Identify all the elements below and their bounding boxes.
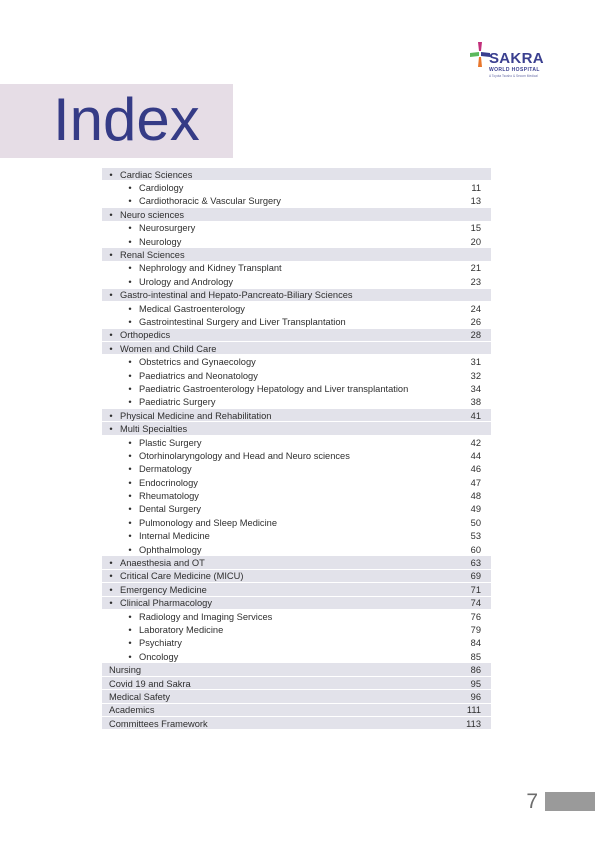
- toc-entry-label: Emergency Medicine: [120, 584, 207, 595]
- toc-entry-page: 69: [470, 571, 481, 582]
- toc-entry-label: Cardiology: [139, 183, 184, 194]
- toc-entry-label: Committees Framework: [109, 718, 208, 729]
- toc-entry-label: Neuro sciences: [120, 209, 185, 220]
- toc-row: [102, 503, 491, 516]
- table-of-contents: [102, 168, 491, 730]
- toc-row: [102, 556, 491, 569]
- bullet-icon: •: [128, 223, 132, 234]
- toc-entry-page: 44: [470, 450, 481, 461]
- toc-row: [102, 302, 491, 315]
- bullet-icon: •: [109, 598, 113, 609]
- toc-entry-label: Dermatology: [139, 464, 192, 475]
- bullet-icon: •: [128, 183, 132, 194]
- toc-row: [102, 623, 491, 636]
- toc-row: [102, 570, 491, 583]
- toc-row: [102, 222, 491, 235]
- toc-entry-label: Obstetrics and Gynaecology: [139, 357, 256, 368]
- toc-entry-label: Internal Medicine: [139, 531, 210, 542]
- bullet-icon: •: [128, 316, 132, 327]
- toc-entry-page: 85: [470, 651, 481, 662]
- bullet-icon: •: [128, 437, 132, 448]
- toc-entry-label: Medical Gastroenterology: [139, 303, 245, 314]
- toc-entry-page: 34: [470, 383, 481, 394]
- toc-row: [102, 717, 491, 730]
- logo-tagline: A Toyota Tsusho & Secom Medical: [489, 74, 538, 78]
- bullet-icon: •: [128, 370, 132, 381]
- bullet-icon: •: [128, 624, 132, 635]
- page-number-bar: [545, 792, 595, 811]
- bullet-icon: •: [109, 571, 113, 582]
- bullet-icon: •: [109, 343, 113, 354]
- toc-entry-label: Renal Sciences: [120, 250, 185, 261]
- toc-row: [102, 476, 491, 489]
- toc-entry-label: Physical Medicine and Rehabilitation: [120, 410, 272, 421]
- toc-row: [102, 262, 491, 275]
- toc-entry-page: 49: [470, 504, 481, 515]
- toc-row: [102, 690, 491, 703]
- toc-row: [102, 396, 491, 409]
- toc-entry-label: Psychiatry: [139, 638, 182, 649]
- toc-entry-page: 60: [470, 544, 481, 555]
- bullet-icon: •: [109, 330, 113, 341]
- toc-entry-label: Rheumatology: [139, 491, 199, 502]
- bullet-icon: •: [109, 209, 113, 220]
- toc-entry-label: Urology and Andrology: [139, 276, 234, 287]
- toc-entry-page: 38: [470, 397, 481, 408]
- toc-row: [102, 248, 491, 261]
- toc-entry-label: Ophthalmology: [139, 544, 202, 555]
- toc-row: [102, 208, 491, 221]
- toc-entry-label: Pulmonology and Sleep Medicine: [139, 517, 277, 528]
- toc-entry-label: Orthopedics: [120, 330, 171, 341]
- bullet-icon: •: [128, 611, 132, 622]
- logo-subtitle: WORLD HOSPITAL: [489, 67, 540, 73]
- toc-entry-label: Endocrinology: [139, 477, 198, 488]
- bullet-icon: •: [109, 410, 113, 421]
- bullet-icon: •: [128, 464, 132, 475]
- bullet-icon: •: [128, 504, 132, 515]
- toc-row: [102, 235, 491, 248]
- toc-entry-page: 11: [471, 183, 481, 194]
- bullet-icon: •: [128, 303, 132, 314]
- toc-entry-label: Paediatric Surgery: [139, 397, 216, 408]
- toc-entry-page: 26: [470, 316, 481, 327]
- toc-entry-page: 41: [470, 410, 481, 421]
- toc-row: [102, 382, 491, 395]
- toc-row: [102, 275, 491, 288]
- toc-row: [102, 663, 491, 676]
- toc-row: [102, 543, 491, 556]
- toc-entry-label: Radiology and Imaging Services: [139, 611, 273, 622]
- toc-row: [102, 650, 491, 663]
- bullet-icon: •: [128, 651, 132, 662]
- toc-row: [102, 329, 491, 342]
- toc-row: [102, 597, 491, 610]
- bullet-icon: •: [128, 383, 132, 394]
- bullet-icon: •: [128, 263, 132, 274]
- toc-entry-page: 47: [470, 477, 481, 488]
- toc-entry-page: 95: [470, 678, 481, 689]
- toc-entry-page: 74: [470, 598, 481, 609]
- bullet-icon: •: [128, 397, 132, 408]
- toc-entry-page: 96: [470, 691, 481, 702]
- toc-row: [102, 677, 491, 690]
- toc-row: [102, 583, 491, 596]
- toc-entry-page: 31: [470, 357, 481, 368]
- bullet-icon: •: [109, 558, 113, 569]
- toc-entry-page: 32: [470, 370, 481, 381]
- toc-row: [102, 355, 491, 368]
- bullet-icon: •: [109, 250, 113, 261]
- toc-entry-page: 20: [470, 236, 481, 247]
- toc-row: [102, 315, 491, 328]
- toc-entry-label: Paediatric Gastroenterology Hepatology and Liver transplantation: [139, 383, 409, 394]
- toc-entry-page: 79: [470, 624, 481, 635]
- page-number: 7: [526, 790, 538, 813]
- toc-entry-page: 71: [470, 584, 481, 595]
- toc-entry-label: Multi Specialties: [120, 424, 188, 435]
- toc-entry-label: Neurology: [139, 236, 182, 247]
- toc-entry-page: 42: [470, 437, 481, 448]
- toc-entry-label: Paediatrics and Neonatology: [139, 370, 258, 381]
- toc-row: [102, 516, 491, 529]
- toc-row: [102, 409, 491, 422]
- bullet-icon: •: [128, 544, 132, 555]
- toc-entry-page: 28: [470, 330, 481, 341]
- toc-entry-page: 13: [470, 196, 481, 207]
- toc-row: [102, 436, 491, 449]
- toc-entry-label: Anaesthesia and OT: [120, 558, 205, 569]
- toc-row: [102, 610, 491, 623]
- toc-row: [102, 637, 491, 650]
- toc-entry-page: 48: [470, 491, 481, 502]
- toc-entry-label: Plastic Surgery: [139, 437, 202, 448]
- toc-row: [102, 369, 491, 382]
- toc-entry-page: 111: [466, 705, 481, 716]
- toc-entry-label: Gastro-intestinal and Hepato-Pancreato-Biliary Sciences: [120, 290, 353, 301]
- toc-entry-label: Covid 19 and Sakra: [109, 678, 191, 689]
- toc-entry-label: Laboratory Medicine: [139, 624, 224, 635]
- toc-entry-label: Clinical Pharmacology: [120, 598, 212, 609]
- toc-entry-label: Neurosurgery: [139, 223, 196, 234]
- toc-entry-page: 15: [470, 223, 481, 234]
- toc-row: [102, 195, 491, 208]
- toc-entry-label: Cardiothoracic & Vascular Surgery: [139, 196, 281, 207]
- bullet-icon: •: [128, 531, 132, 542]
- sakra-logo: [470, 42, 542, 82]
- toc-entry-page: 50: [470, 517, 481, 528]
- toc-entry-label: Cardiac Sciences: [120, 169, 193, 180]
- bullet-icon: •: [128, 517, 132, 528]
- bullet-icon: •: [109, 584, 113, 595]
- page-title: Index: [53, 86, 200, 153]
- toc-entry-label: Critical Care Medicine (MICU): [120, 571, 244, 582]
- toc-entry-page: 63: [470, 558, 481, 569]
- bullet-icon: •: [128, 357, 132, 368]
- toc-entry-page: 76: [470, 611, 481, 622]
- bullet-icon: •: [128, 638, 132, 649]
- toc-entry-page: 86: [470, 665, 481, 676]
- toc-entry-page: 23: [470, 276, 481, 287]
- toc-entry-page: 53: [470, 531, 481, 542]
- bullet-icon: •: [128, 491, 132, 502]
- bullet-icon: •: [128, 276, 132, 287]
- bullet-icon: •: [109, 290, 113, 301]
- toc-entry-label: Otorhinolaryngology and Head and Neuro sciences: [139, 450, 350, 461]
- toc-entry-label: Oncology: [139, 651, 179, 662]
- bullet-icon: •: [128, 196, 132, 207]
- bullet-icon: •: [128, 477, 132, 488]
- toc-entry-label: Nephrology and Kidney Transplant: [139, 263, 282, 274]
- bullet-icon: •: [128, 450, 132, 461]
- toc-entry-page: 84: [470, 638, 481, 649]
- toc-row: [102, 449, 491, 462]
- toc-entry-label: Women and Child Care: [120, 343, 217, 354]
- toc-row: [102, 168, 491, 181]
- toc-row: [102, 530, 491, 543]
- toc-entry-label: Medical Safety: [109, 691, 170, 702]
- toc-entry-page: 113: [466, 718, 481, 729]
- toc-row: [102, 342, 491, 355]
- logo-cross-icon: [470, 42, 490, 68]
- bullet-icon: •: [128, 236, 132, 247]
- toc-entry-label: Gastrointestinal Surgery and Liver Transplantation: [139, 316, 346, 327]
- toc-row: [102, 181, 491, 194]
- toc-row: [102, 489, 491, 502]
- bullet-icon: •: [109, 424, 113, 435]
- bullet-icon: •: [109, 169, 113, 180]
- toc-entry-label: Academics: [109, 705, 155, 716]
- logo-name: SAKRA: [489, 50, 544, 67]
- toc-row: [102, 289, 491, 302]
- toc-entry-page: 21: [470, 263, 481, 274]
- toc-row: [102, 422, 491, 435]
- toc-entry-label: Dental Surgery: [139, 504, 202, 515]
- toc-row: [102, 704, 491, 717]
- toc-row: [102, 463, 491, 476]
- toc-entry-page: 24: [470, 303, 481, 314]
- toc-entry-label: Nursing: [109, 665, 142, 676]
- toc-entry-page: 46: [470, 464, 481, 475]
